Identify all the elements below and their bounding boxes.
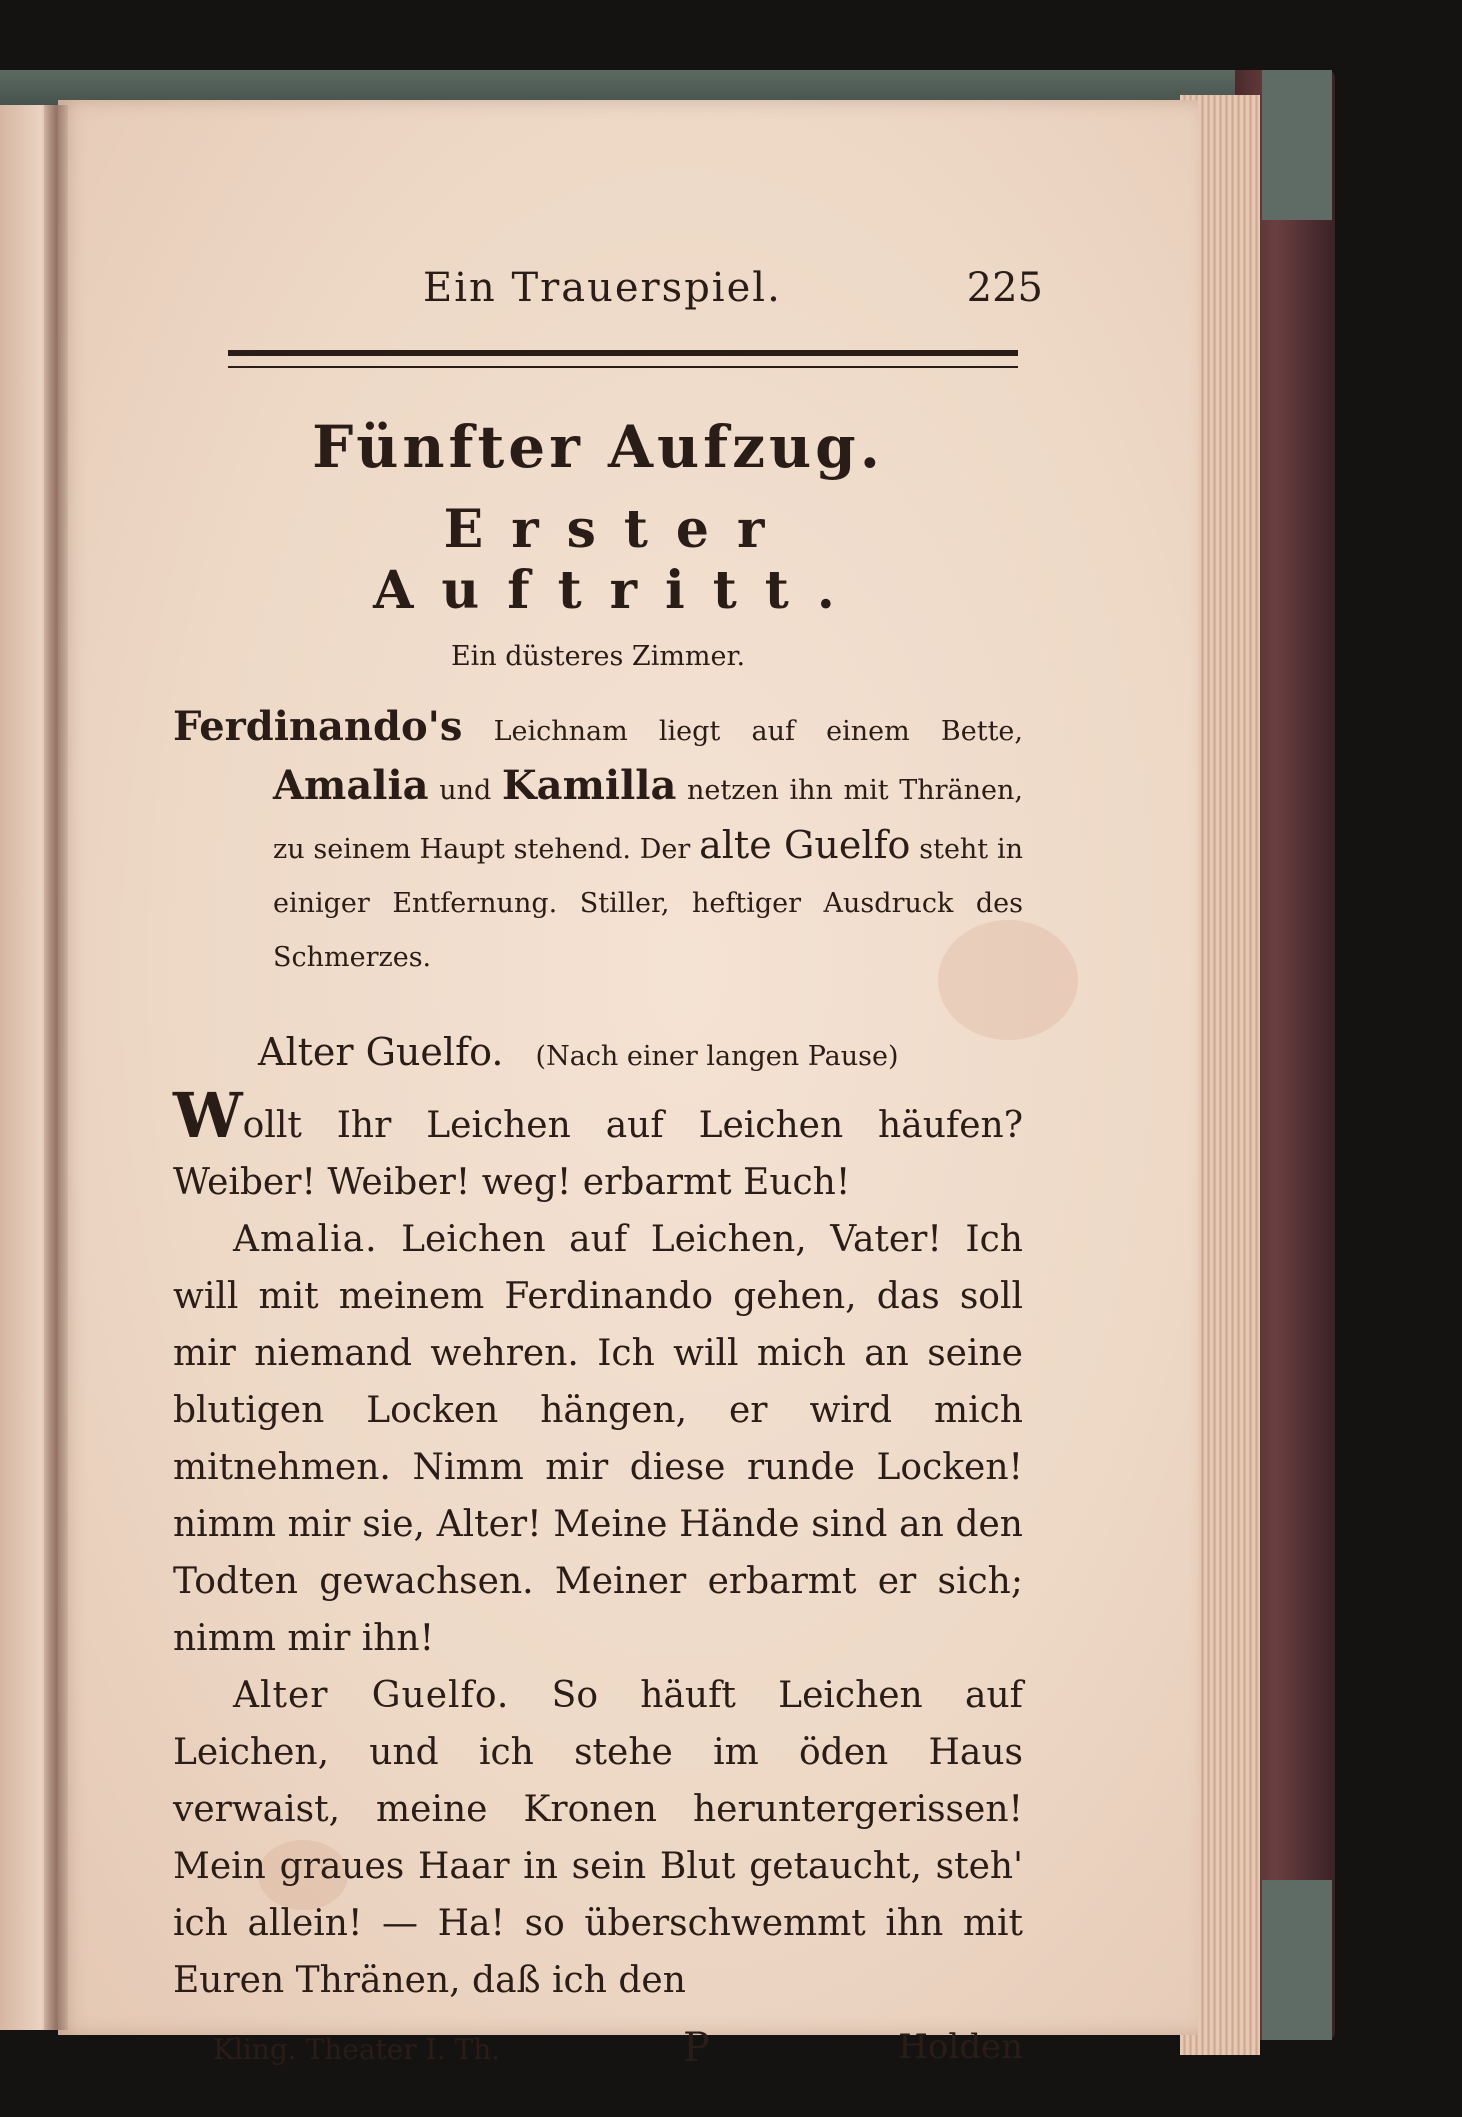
speech-text: So häuft Leichen auf Leichen, und ich stehe im öden Haus verwaist, meine Kronen heruntergerissen! Mein graues Haar in sein Blut getaucht, steh' ich allein! — Ha! so überschwemmt ihn mit Euren Thränen, daß ich den [173, 1675, 1024, 2001]
book-page [58, 100, 1198, 2071]
speaker-name: Alter Guelfo. [233, 1675, 510, 1716]
page-content [173, 255, 1043, 2077]
running-title: Ein Trauerspiel. [423, 265, 782, 311]
double-rule-divider [228, 350, 1018, 368]
speech-paragraph [173, 1079, 1023, 1211]
drop-initial: W [173, 1079, 243, 1152]
stage-text: steht in einiger Entfernung. Stiller, heftiger Ausdruck des Schmerzes. [273, 834, 1023, 973]
running-head [173, 255, 1043, 325]
speaker-direction: (Nach einer langen Pause) [535, 1041, 899, 1072]
speech-text: Leichen auf Leichen, Vater! Ich will mit meinem Ferdinando gehen, das soll mir niemand wehren. Ich will mich an seine blutigen Locken hängen, er wird mich mitnehmen. Nimm mir diese runde Locken! nimm mir sie, Alter! Meine Hände sind an den Todten gewachsen. Meiner erbarmt er sich; nimm mir ihn! [173, 1219, 1023, 1659]
stage-text: und [439, 775, 492, 806]
stage-text: Leichnam liegt auf einem Bette, [493, 716, 1023, 747]
speaker-name: Alter Guelfo. [258, 1030, 504, 1074]
act-heading: Fünfter Aufzug. [312, 413, 884, 481]
book-gutter [44, 105, 68, 2030]
signature-mark: P [683, 2025, 710, 2071]
catchword: Holden [898, 2027, 1023, 2067]
page-footer [173, 2027, 1023, 2077]
cover-cloth-corner-bottom [1262, 1880, 1332, 2040]
speaker-name: Amalia. [233, 1219, 378, 1260]
character-name: Ferdinando's [173, 703, 463, 750]
scene-heading: Erster Auftritt. [373, 499, 863, 621]
setting-line: Ein düsteres Zimmer. [450, 641, 746, 672]
cover-cloth-corner-top [1262, 70, 1332, 220]
speaker-line [173, 1030, 1023, 1074]
stage-text: netzen ihn mit Thränen, zu seinem Haupt stehend. Der [273, 775, 1023, 865]
speech-paragraph [173, 1667, 1023, 2009]
character-name: alte Guelfo [699, 823, 911, 867]
printer-signature: Kling. Theater I. Th. [213, 2033, 501, 2066]
page-number: 225 [966, 265, 1043, 311]
stage-direction [173, 700, 1023, 985]
speech-text: ollt Ihr Leichen auf Leichen häufen? Weiber! Weiber! weg! erbarmt Euch! [173, 1105, 1023, 1203]
character-name: Kamilla [501, 762, 677, 809]
character-name: Amalia [273, 762, 429, 809]
speech-paragraph [173, 1211, 1023, 1667]
